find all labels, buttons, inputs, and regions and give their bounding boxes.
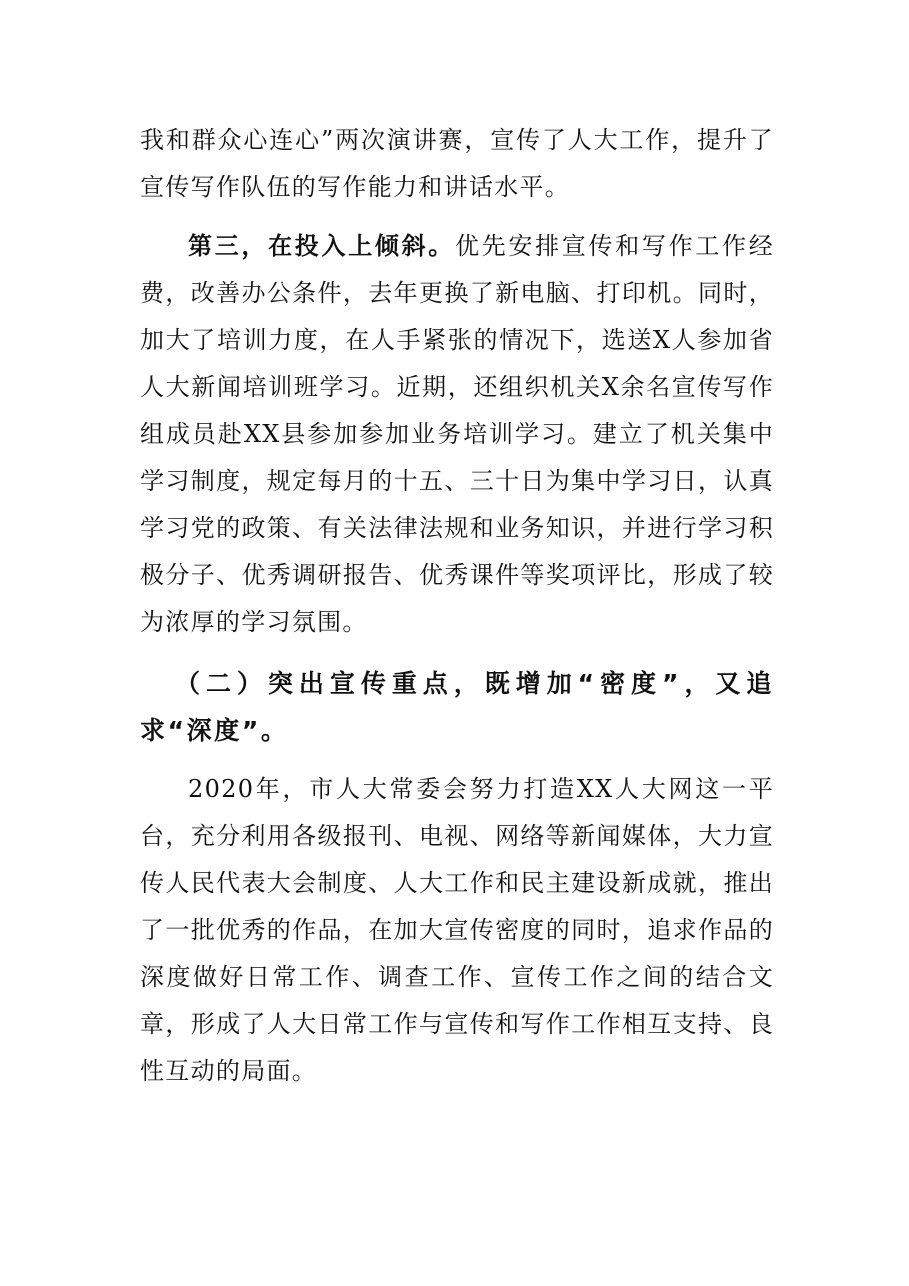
paragraph-text: 优先安排宣传和写作工作经费，改善办公条件，去年更换了新电脑、打印机。同时，加大了培训力度，在人手紧张的情况下，选送X人参加省人大新闻培训班学习。近期，还组织机关X余名宣传写作组成员赴XX县参加参加业务培训学习。建立了机关集中学习制度，规定每月的十五、三十日为集中学习日，认真学习党的政策、有关法律法规和业务知识，并进行学习积极分子、优秀调研报告、优秀课件等奖项评比，形成了较为浓厚的学习氛围。	[140, 232, 774, 636]
section-heading	[140, 660, 774, 754]
paragraph-2020	[140, 766, 774, 1095]
paragraph-continuation	[140, 117, 774, 211]
paragraph-text: 2020年，市人大常委会努力打造XX人大网这一平台，充分利用各级报刊、电视、网络等新闻媒体，大力宣传人民代表大会制度、人大工作和民主建设新成就，推出了一批优秀的作品，在加大宣传密度的同时，追求作品的深度做好日常工作、调查工作、宣传工作之间的结合文章，形成了人大日常工作与宣传和写作工作相互支持、良性互动的局面。	[140, 775, 774, 1085]
paragraph-investment	[140, 223, 774, 646]
paragraph-text: 我和群众心连心”两次演讲赛，宣传了人大工作，提升了宣传写作队伍的写作能力和讲话水平。	[140, 126, 774, 201]
section-heading-text: （二）突出宣传重点，既增加“密度”，又追求“深度”。	[140, 669, 774, 745]
paragraph-lead: 第三，在投入上倾斜。	[188, 232, 455, 260]
document-body	[140, 117, 774, 1095]
